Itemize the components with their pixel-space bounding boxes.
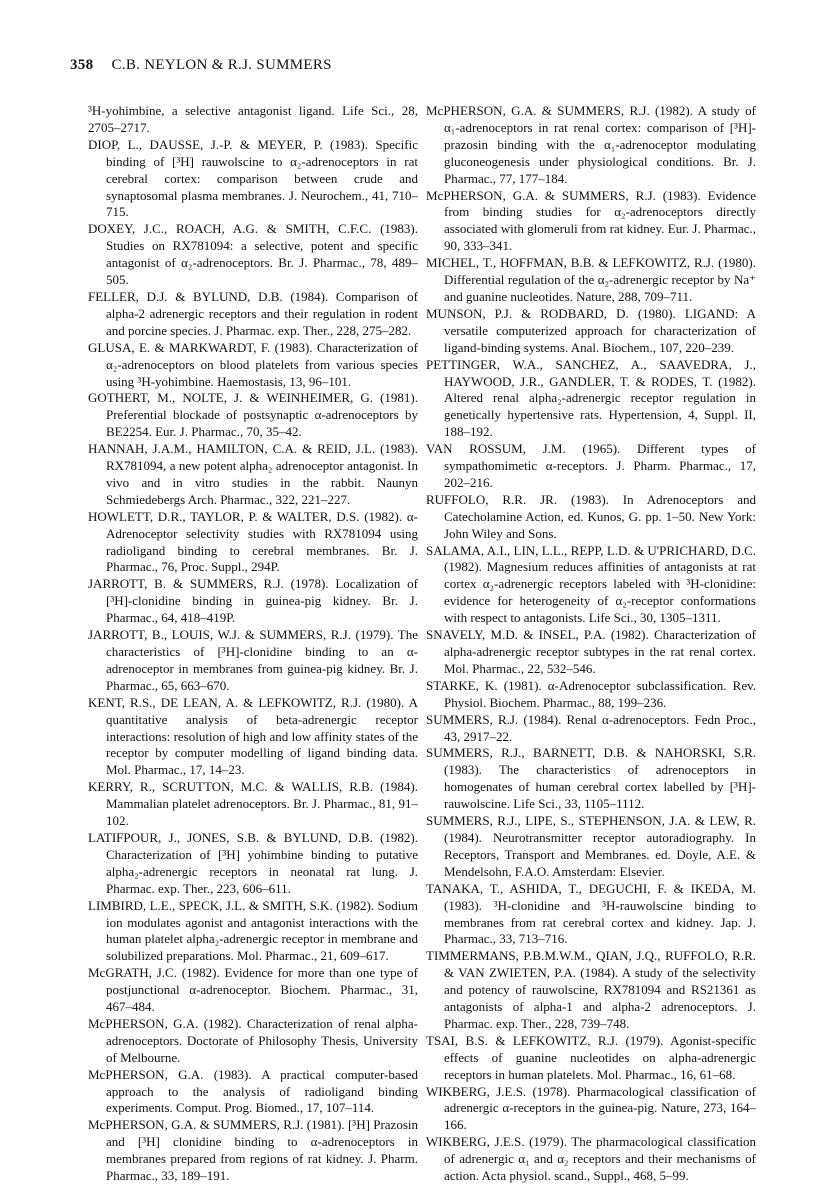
reference-entry: WIKBERG, J.E.S. (1979). The pharmacological classification of adrenergic α₁ and α₂ receptors and their mechanisms of action. Acta physiol. scand., Suppl., 468, 5–99. (426, 1134, 756, 1184)
reference-entry: GLUSA, E. & MARKWARDT, F. (1983). Characterization of α₂-adrenoceptors on blood platelets from various species using ³H-yohimbine. Haemostasis, 13, 96–101. (88, 339, 418, 389)
reference-entry: JARROTT, B., LOUIS, W.J. & SUMMERS, R.J. (1979). The characteristics of [³H]-clonidine binding to an α-adrenoceptor in membranes from guinea-pig kidney. Br. J. Pharmac., 65, 663–670. (88, 627, 418, 693)
reference-entry: MICHEL, T., HOFFMAN, B.B. & LEFKOWITZ, R.J. (1980). Differential regulation of the α₂-adrenergic receptor by Na⁺ and guanine nucleotides. Nature, 288, 709–711. (426, 255, 756, 304)
reference-entry: WIKBERG, J.E.S. (1978). Pharmacological classification of adrenergic α-receptors in the guinea-pig. Nature, 273, 164–166. (426, 1083, 756, 1133)
reference-entry: GOTHERT, M., NOLTE, J. & WEINHEIMER, G. (1981). Preferential blockade of postsynaptic α-adrenoceptors by BE2254. Eur. J. Pharmac., 70, 35–42. (88, 390, 418, 440)
reference-entry: TANAKA, T., ASHIDA, T., DEGUCHI, F. & IKEDA, M. (1983). ³H-clonidine and ³H-rauwolscine binding to membranes from rat cerebral cortex and kidney. Jap. J. Pharmac., 33, 713–716. (426, 880, 756, 947)
reference-entry: SUMMERS, R.J., LIPE, S., STEPHENSON, J.A. & LEW, R. (1984). Neurotransmitter receptor autoradiography. In Receptors, Transport and Membranes. ed. Doyle, A.E. & Mendelsohn, F.A.O. Amsterdam: Elsevier. (426, 813, 756, 879)
reference-entry: DOXEY, J.C., ROACH, A.G. & SMITH, C.F.C. (1983). Studies on RX781094: a selective, potent and specific antagonist of α₂-adrenoceptors. Br. J. Pharmac., 78, 489–505. (88, 221, 418, 288)
page-number: 358 (70, 57, 94, 73)
reference-entry: LIMBIRD, L.E., SPECK, J.L. & SMITH, S.K. (1982). Sodium ion modulates agonist and antagonist interactions with the human platelet alpha₂-adrenergic receptor in membrane and solubilized preparations. Mol. Pharmac., 21, 609–617. (88, 897, 418, 964)
reference-entry: JARROTT, B. & SUMMERS, R.J. (1978). Localization of [³H]-clonidine binding in guinea-pig kidney. Br. J. Pharmac., 64, 418–419P. (88, 576, 418, 626)
reference-entry: VAN ROSSUM, J.M. (1965). Different types of sympathomimetic α-receptors. J. Pharm. Pharmac., 17, 202–216. (426, 441, 756, 490)
running-header (70, 57, 332, 74)
reference-entry: SUMMERS, R.J., BARNETT, D.B. & NAHORSKI, S.R. (1983). The characteristics of adrenoceptors in homogenates of human cerebral cortex labelled by [³H]-rauwolscine. Life Sci., 33, 1105–1112. (426, 745, 756, 812)
reference-entry: McPHERSON, G.A. (1983). A practical computer-based approach to the analysis of radioligand binding experiments. Comput. Prog. Biomed., 17, 107–114. (88, 1066, 418, 1116)
reference-entry: SUMMERS, R.J. (1984). Renal α-adrenoceptors. Fedn Proc., 43, 2917–22. (426, 711, 756, 744)
reference-entry: RUFFOLO, R.R. JR. (1983). In Adrenoceptors and Catecholamine Action, ed. Kunos, G. pp. 1–50. New York: John Wiley and Sons. (426, 491, 756, 541)
running-title: C.B. NEYLON & R.J. SUMMERS (111, 57, 332, 73)
reference-entry: DIOP, L., DAUSSE, J.-P. & MEYER, P. (1983). Specific binding of [³H] rauwolscine to α₂-adrenoceptors in rat cerebral cortex: comparison between crude and synaptosomal plasma membranes. J. Neurochem., 41, 710–715. (88, 136, 418, 220)
reference-entry: SNAVELY, M.D. & INSEL, P.A. (1982). Characterization of alpha-adrenergic receptor subtypes in the rat renal cortex. Mol. Pharmac., 22, 532–546. (426, 627, 756, 676)
reference-entry: ³H-yohimbine, a selective antagonist ligand. Life Sci., 28, 2705–2717. (88, 103, 418, 135)
reference-entry: PETTINGER, W.A., SANCHEZ, A., SAAVEDRA, J., HAYWOOD, J.R., GANDLER, T. & RODES, T. (1982). Altered renal alpha₂-adrenergic receptor regulation in genetically hypertensive rats. Hypertension, 4, Suppl. II, 188–192. (426, 356, 756, 440)
reference-entry: TSAI, B.S. & LEFKOWITZ, R.J. (1979). Agonist-specific effects of guanine nucleotides on alpha-adrenergic receptors in human platelets. Mol. Pharmac., 16, 61–68. (426, 1032, 756, 1082)
reference-entry: TIMMERMANS, P.B.M.W.M., QIAN, J.Q., RUFFOLO, R.R. & VAN ZWIETEN, P.A. (1984). A study of the selectivity and potency of rauwolscine, RX781094 and RS21361 as antagonists of alpha-1 and alpha-2 adrenoceptors. J. Pharmac. exp. Ther., 228, 739–748. (426, 948, 756, 1031)
reference-entry: STARKE, K. (1981). α-Adrenoceptor subclassification. Rev. Physiol. Biochem. Pharmac., 88, 199–236. (426, 677, 756, 710)
reference-entry: HANNAH, J.A.M., HAMILTON, C.A. & REID, J.L. (1983). RX781094, a new potent alpha₂ adrenoceptor antagonist. In vivo and in vitro studies in the rabbit. Naunyn Schmiedebergs Arch. Pharmac., 322, 221–227. (88, 441, 418, 507)
reference-entry: KERRY, R., SCRUTTON, M.C. & WALLIS, R.B. (1984). Mammalian platelet adrenoceptors. Br. J. Pharmac., 81, 91–102. (88, 779, 418, 829)
reference-entry: McPHERSON, G.A. & SUMMERS, R.J. (1981). [³H] Prazosin and [³H] clonidine binding to α-adrenoceptors in membranes prepared from regions of rat kidney. J. Pharm. Pharmac., 33, 189–191. (88, 1117, 418, 1184)
reference-entry: McPHERSON, G.A. & SUMMERS, R.J. (1983). Evidence from binding studies for α₂-adrenoceptors directly associated with glomeruli from rat kidney. Eur. J. Pharmac., 90, 333–341. (426, 187, 756, 254)
reference-entry: KENT, R.S., DE LEAN, A. & LEFKOWITZ, R.J. (1980). A quantitative analysis of beta-adrenergic receptor interactions: resolution of high and low affinity states of the receptor by computer modelling of ligand binding data. Mol. Pharmac., 17, 14–23. (88, 694, 418, 778)
reference-entry: LATIFPOUR, J., JONES, S.B. & BYLUND, D.B. (1982). Characterization of [³H] yohimbine binding to putative alpha₂-adrenergic receptors in neonatal rat lung. J. Pharmac. exp. Ther., 223, 606–611. (88, 829, 418, 896)
reference-entry: HOWLETT, D.R., TAYLOR, P. & WALTER, D.S. (1982). α-Adrenoceptor selectivity studies with RX781094 using radioligand binding to cerebral membranes. Br. J. Pharmac., 76, Proc. Suppl., 294P. (88, 508, 418, 575)
reference-entry: FELLER, D.J. & BYLUND, D.B. (1984). Comparison of alpha-2 adrenergic receptors and their regulation in rodent and porcine species. J. Pharmac. exp. Ther., 228, 275–282. (88, 288, 418, 338)
reference-entry: MUNSON, P.J. & RODBARD, D. (1980). LIGAND: A versatile computerized approach for characterization of ligand-binding systems. Anal. Biochem., 107, 220–239. (426, 305, 756, 355)
reference-entry: SALAMA, A.I., LIN, L.L., REPP, L.D. & U'PRICHARD, D.C. (1982). Magnesium reduces affinities of antagonists at rat cortex α₂-adrenergic receptors labeled with ³H-clonidine: evidence for heterogeneity of α₂-receptor conformations with respect to antagonists. Life Sci., 30, 1305–1311. (426, 542, 756, 626)
reference-entry: McPHERSON, G.A. (1982). Characterization of renal alpha-adrenoceptors. Doctorate of Philosophy Thesis, University of Melbourne. (88, 1015, 418, 1065)
references-right-column (426, 103, 756, 1185)
reference-entry: McPHERSON, G.A. & SUMMERS, R.J. (1982). A study of α₁-adrenoceptors in rat renal cortex: comparison of [³H]-prazosin binding with the α₁-adrenoceptor modulating gluconeogenesis under physiological conditions. Br. J. Pharmac., 77, 177–184. (426, 103, 756, 186)
reference-entry: McGRATH, J.C. (1982). Evidence for more than one type of postjunctional α-adrenoceptor. Biochem. Pharmac., 31, 467–484. (88, 965, 418, 1015)
references-left-column (88, 103, 418, 1185)
